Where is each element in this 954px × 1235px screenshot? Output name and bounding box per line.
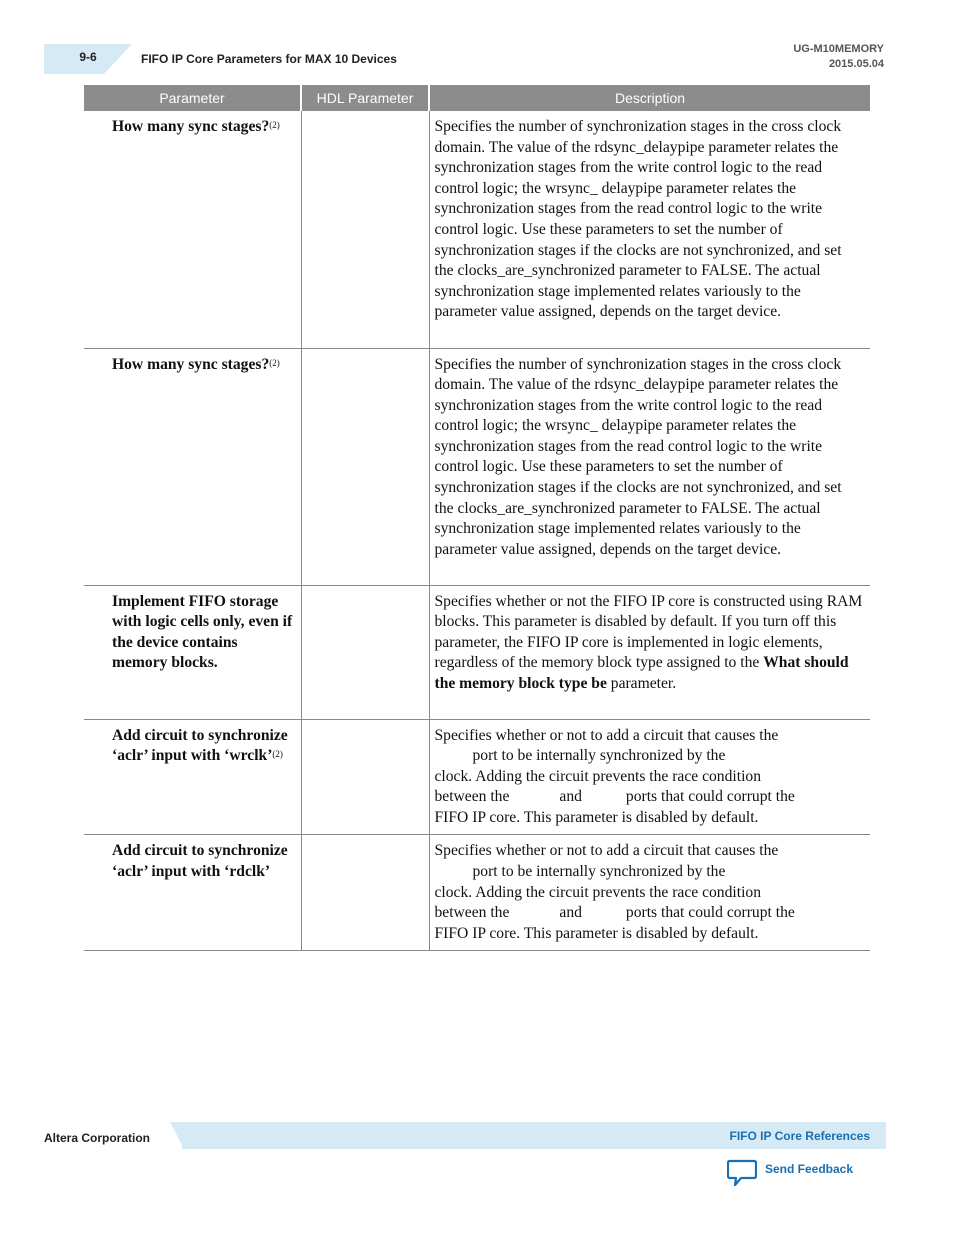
description-line (435, 862, 865, 883)
doc-date: 2015.05.04 (828, 58, 884, 70)
parameter-name: Add circuit to synchronize ‘aclr’ input with ‘wrclk’ (112, 726, 288, 765)
table-row (84, 585, 870, 719)
description-fragment: port to be internally synchronized by the (472, 863, 726, 881)
section-link[interactable]: FIFO IP Core References (729, 1129, 870, 1143)
description-fragment: between the (434, 904, 510, 922)
parameter-cell (84, 585, 301, 719)
parameter-cell (84, 719, 301, 835)
description-cell (429, 719, 870, 835)
footnote-ref: (2) (272, 749, 283, 760)
column-header-description: Description (429, 85, 870, 111)
parameter-name: How many sync stages? (112, 118, 270, 135)
description-line (435, 746, 865, 767)
description-line: clock. Adding the circuit prevents the race condition (434, 883, 761, 901)
parameter-cell (84, 111, 301, 348)
page-number: 9-6 (79, 50, 97, 64)
parameter-name: Implement FIFO storage with logic cells only, even if the device contains memory blocks. (112, 592, 293, 672)
description-line (435, 787, 865, 808)
description-line: FIFO IP core. This parameter is disabled by default. (434, 924, 759, 942)
description-line: Specifies whether or not to add a circuit that causes the (434, 726, 779, 744)
description-fragment: and (559, 788, 582, 806)
description-line: clock. Adding the circuit prevents the race condition (434, 767, 761, 785)
send-feedback-link[interactable]: Send Feedback (765, 1162, 854, 1176)
column-header-hdl-parameter: HDL Parameter (301, 85, 429, 111)
hdl-parameter-cell (301, 111, 429, 348)
description-line: FIFO IP core. This parameter is disabled by default. (434, 808, 759, 826)
parameter-table (84, 85, 870, 951)
table-row (84, 348, 870, 585)
table-row (84, 835, 870, 951)
column-header-parameter: Parameter (84, 85, 301, 111)
description-cell: Specifies the number of synchronization stages in the cross clock domain. The value of the rdsync_delaypipe parameter relates the synchronization stages from the write control logic to the read control logic; the wrsync_ delaypipe parameter relates the synchronization stages from the read control logic to the write control logic. Use these parameters to set the number of synchronization stages if the clocks are not synchronized, and set the clocks_are_synchronized parameter to FALSE. The actual synchronization stage implemented relates variously to the parameter value assigned, depends on the target device. (429, 111, 870, 348)
footnote-ref: (2) (269, 357, 280, 368)
description-fragment: and (559, 904, 582, 922)
parameter-cell (84, 835, 301, 951)
table-header-row (84, 85, 870, 111)
speech-bubble-icon[interactable] (727, 1159, 757, 1187)
description-fragment: ports that could corrupt the (625, 788, 795, 806)
footer-company: Altera Corporation (44, 1131, 151, 1145)
hdl-parameter-cell (301, 585, 429, 719)
description-bold-parameter-ref: What should the memory block type be (434, 654, 849, 692)
description-fragment: port to be internally synchronized by the (472, 747, 726, 765)
description-cell (429, 585, 870, 719)
hdl-parameter-cell (301, 719, 429, 835)
parameter-name: Add circuit to synchronize ‘aclr’ input with ‘rdclk’ (112, 842, 288, 881)
description-line (435, 903, 865, 924)
hdl-parameter-cell (301, 835, 429, 951)
description-cell (429, 835, 870, 951)
description-text: Specifies whether or not the FIFO IP core is constructed using RAM blocks. This parameter is disabled by default. If you turn off this parameter, the FIFO IP core is implemented in logic elements, regardless of the memory block type assigned to the (434, 592, 863, 672)
description-fragment: between the (434, 788, 510, 806)
footnote-ref: (2) (269, 120, 280, 130)
table-row (84, 111, 870, 348)
doc-info (793, 42, 884, 72)
table-row (84, 719, 870, 835)
description-fragment: ports that could corrupt the (625, 904, 795, 922)
parameter-name: How many sync stages? (112, 355, 270, 373)
page-header-title: FIFO IP Core Parameters for MAX 10 Devices (141, 52, 397, 66)
doc-id: UG-M10MEMORY (793, 43, 884, 55)
description-text-end: parameter. (606, 674, 677, 692)
hdl-parameter-cell (301, 348, 429, 585)
description-cell: Specifies the number of synchronization stages in the cross clock domain. The value of the rdsync_delaypipe parameter relates the synchronization stages from the write control logic to the read control logic; the wrsync_ delaypipe parameter relates the synchronization stages from the read control logic to the write control logic. Use these parameters to set the number of synchronization stages if the clocks are not synchronized, and set the clocks_are_synchronized parameter to FALSE. The actual synchronization stage implemented relates variously to the parameter value assigned, depends on the target device. (429, 348, 870, 585)
parameter-cell (84, 348, 301, 585)
description-line: Specifies whether or not to add a circuit that causes the (434, 842, 779, 860)
